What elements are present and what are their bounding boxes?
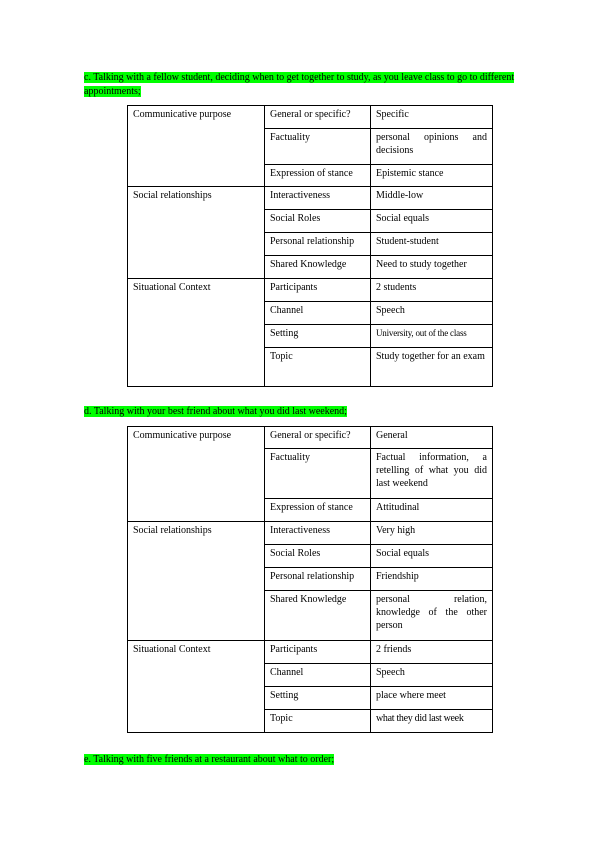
aspect-cell: Expression of stance — [265, 499, 371, 522]
aspect-cell: Setting — [265, 325, 371, 348]
aspect-cell: Factuality — [265, 129, 371, 165]
aspect-cell: Factuality — [265, 449, 371, 499]
table-row — [128, 427, 493, 449]
section-d-table — [127, 426, 493, 733]
table-row — [128, 106, 493, 129]
aspect-cell: Shared Knowledge — [265, 591, 371, 641]
aspect-cell: Channel — [265, 664, 371, 687]
value-cell: Factual information, a retelling of what you did last weekend — [371, 449, 493, 499]
value-cell: place where meet — [371, 687, 493, 710]
aspect-cell: Social Roles — [265, 545, 371, 568]
category-cell: Social relationships — [128, 187, 265, 279]
section-d-heading: d. Talking with your best friend about what you did last weekend; — [84, 406, 347, 417]
aspect-cell: Interactiveness — [265, 522, 371, 545]
table-row — [128, 187, 493, 210]
aspect-cell: Topic — [265, 710, 371, 733]
value-cell: Middle-low — [371, 187, 493, 210]
aspect-cell: Topic — [265, 348, 371, 387]
table-row — [128, 641, 493, 664]
value-cell: University, out of the class — [371, 325, 493, 348]
value-cell: Social equals — [371, 210, 493, 233]
value-cell: Social equals — [371, 545, 493, 568]
value-cell: Very high — [371, 522, 493, 545]
value-cell: personal opinions and decisions — [371, 129, 493, 165]
aspect-cell: General or specific? — [265, 106, 371, 129]
aspect-cell: Social Roles — [265, 210, 371, 233]
category-cell: Situational Context — [128, 279, 265, 387]
value-cell: Speech — [371, 302, 493, 325]
section-e-heading: e. Talking with five friends at a restaurant about what to order; — [84, 754, 335, 765]
value-cell: 2 students — [371, 279, 493, 302]
value-cell: Study together for an exam — [371, 348, 493, 387]
aspect-cell: Personal relationship — [265, 233, 371, 256]
aspect-cell: Shared Knowledge — [265, 256, 371, 279]
category-cell: Communicative purpose — [128, 106, 265, 187]
table-row — [128, 522, 493, 545]
value-cell: what they did last week — [371, 710, 493, 733]
category-cell: Social relationships — [128, 522, 265, 641]
aspect-cell: Setting — [265, 687, 371, 710]
value-cell: Student-student — [371, 233, 493, 256]
aspect-cell: Participants — [265, 641, 371, 664]
aspect-cell: Interactiveness — [265, 187, 371, 210]
value-cell: personal relation, knowledge of the other person — [371, 591, 493, 641]
category-cell: Communicative purpose — [128, 427, 265, 522]
section-c-heading: c. Talking with a fellow student, deciding when to get together to study, as you leave class to go to different appointments; — [84, 72, 515, 97]
value-cell: 2 friends — [371, 641, 493, 664]
category-cell: Situational Context — [128, 641, 265, 733]
aspect-cell: Expression of stance — [265, 165, 371, 187]
value-cell: Friendship — [371, 568, 493, 591]
aspect-cell: Channel — [265, 302, 371, 325]
aspect-cell: General or specific? — [265, 427, 371, 449]
aspect-cell: Personal relationship — [265, 568, 371, 591]
value-cell: Specific — [371, 106, 493, 129]
value-cell: Epistemic stance — [371, 165, 493, 187]
value-cell: Attitudinal — [371, 499, 493, 522]
value-cell: Speech — [371, 664, 493, 687]
value-cell: Need to study together — [371, 256, 493, 279]
value-cell: General — [371, 427, 493, 449]
section-c-table — [127, 105, 493, 387]
table-row — [128, 279, 493, 302]
aspect-cell: Participants — [265, 279, 371, 302]
